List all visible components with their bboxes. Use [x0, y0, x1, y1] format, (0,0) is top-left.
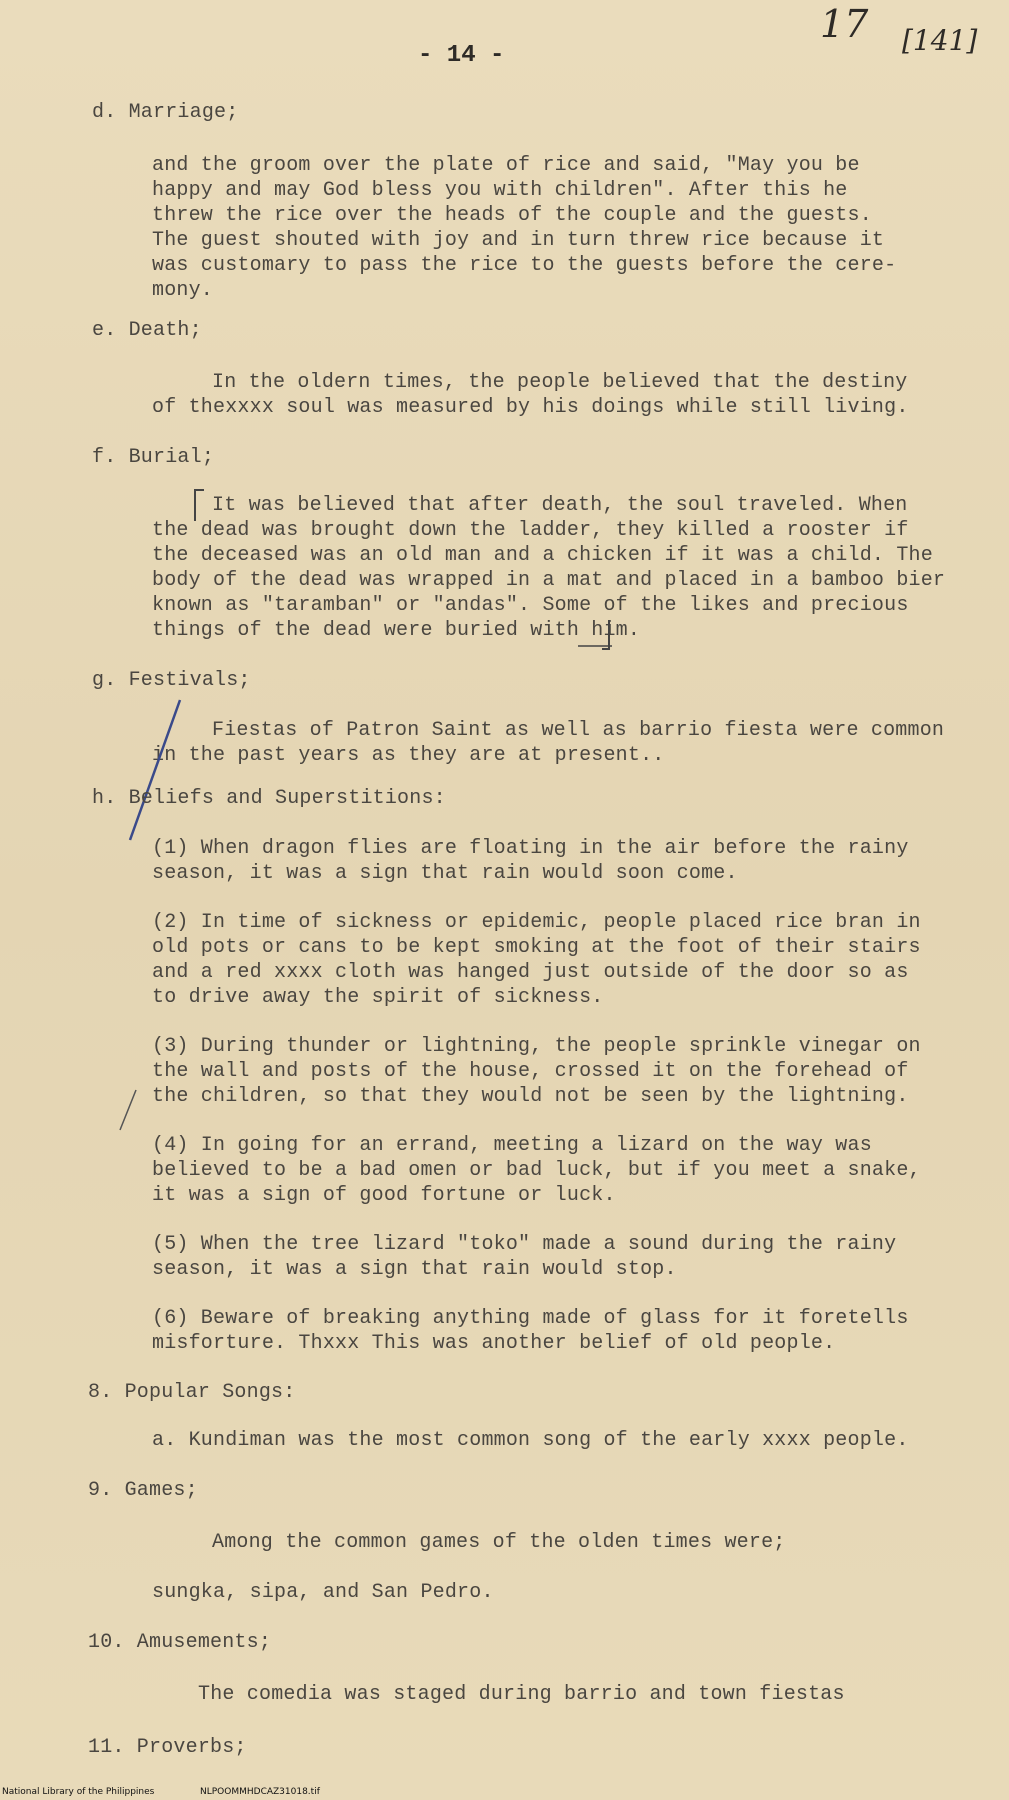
footer-library-label: National Library of the Philippines — [2, 1787, 155, 1797]
text-line: was customary to pass the rice to the guests before the cere- — [152, 254, 897, 277]
text-line: The comedia was staged during barrio and town fiestas — [198, 1683, 845, 1706]
text-line: things of the dead were buried with him. — [152, 619, 641, 642]
text-line: and the groom over the plate of rice and said, "May you be — [152, 154, 860, 177]
text-line: (3) During thunder or lightning, the people sprinkle vinegar on — [152, 1035, 921, 1058]
text-line: Fiestas of Patron Saint as well as barrio fiesta were common — [212, 719, 945, 742]
handwritten-page-number: 17 — [820, 2, 869, 46]
section-heading-beliefs: h. Beliefs and Superstitions: — [92, 787, 446, 810]
text-line: (5) When the tree lizard "toko" made a sound during the rainy — [152, 1233, 897, 1256]
text-line: old pots or cans to be kept smoking at the foot of their stairs — [152, 936, 921, 959]
text-line: to drive away the spirit of sickness. — [152, 986, 604, 1009]
text-line: it was a sign of good fortune or luck. — [152, 1184, 616, 1207]
section-heading-marriage: d. Marriage; — [92, 101, 239, 124]
text-line: misforture. Thxxx This was another belief of old people. — [152, 1332, 836, 1355]
text-line: It was believed that after death, the soul traveled. When — [212, 494, 908, 517]
text-line: known as "taramban" or "andas". Some of the likes and precious — [152, 594, 909, 617]
text-line: threw the rice over the heads of the couple and the guests. — [152, 204, 872, 227]
text-line: happy and may God bless you with children". After this he — [152, 179, 848, 202]
text-line: in the past years as they are at present.. — [152, 744, 665, 767]
text-line: of thexxxx soul was measured by his doings while still living. — [152, 396, 909, 419]
section-heading-amusements: 10. Amusements; — [88, 1631, 272, 1654]
text-line: the children, so that they would not be seen by the lightning. — [152, 1085, 909, 1108]
section-heading-proverbs: 11. Proverbs; — [88, 1736, 247, 1759]
text-line: a. Kundiman was the most common song of the early xxxx people. — [152, 1429, 909, 1452]
text-line: (6) Beware of breaking anything made of glass for it foretells — [152, 1307, 909, 1330]
text-line: season, it was a sign that rain would soon come. — [152, 862, 738, 885]
page-number: - 14 - — [418, 42, 505, 69]
section-heading-burial: f. Burial; — [92, 446, 215, 469]
text-line: (2) In time of sickness or epidemic, people placed rice bran in — [152, 911, 921, 934]
footer-file-label: NLPOOMMHDCAZ31018.tif — [200, 1787, 320, 1797]
text-line: believed to be a bad omen or bad luck, but if you meet a snake, — [152, 1159, 921, 1182]
section-heading-popular-songs: 8. Popular Songs: — [88, 1381, 296, 1404]
section-heading-death: e. Death; — [92, 319, 202, 342]
text-line: season, it was a sign that rain would stop. — [152, 1258, 677, 1281]
text-line: The guest shouted with joy and in turn threw rice because it — [152, 229, 885, 252]
text-line: Among the common games of the olden times were; — [212, 1531, 786, 1554]
text-line: body of the dead was wrapped in a mat and placed in a bamboo bier — [152, 569, 946, 592]
text-line: and a red xxxx cloth was hanged just outside of the door so as — [152, 961, 909, 984]
section-heading-festivals: g. Festivals; — [92, 669, 251, 692]
text-line: the deceased was an old man and a chicken if it was a child. The — [152, 544, 933, 567]
handwritten-reference: [141] — [902, 24, 978, 57]
section-heading-games: 9. Games; — [88, 1479, 198, 1502]
text-line: In the oldern times, the people believed that the destiny — [212, 371, 908, 394]
text-line: (4) In going for an errand, meeting a lizard on the way was — [152, 1134, 872, 1157]
text-line: the dead was brought down the ladder, they killed a rooster if — [152, 519, 909, 542]
text-line: mony. — [152, 279, 214, 302]
text-line: (1) When dragon flies are floating in the air before the rainy — [152, 837, 909, 860]
text-line: sungka, sipa, and San Pedro. — [152, 1581, 494, 1604]
text-line: the wall and posts of the house, crossed it on the forehead of — [152, 1060, 909, 1083]
